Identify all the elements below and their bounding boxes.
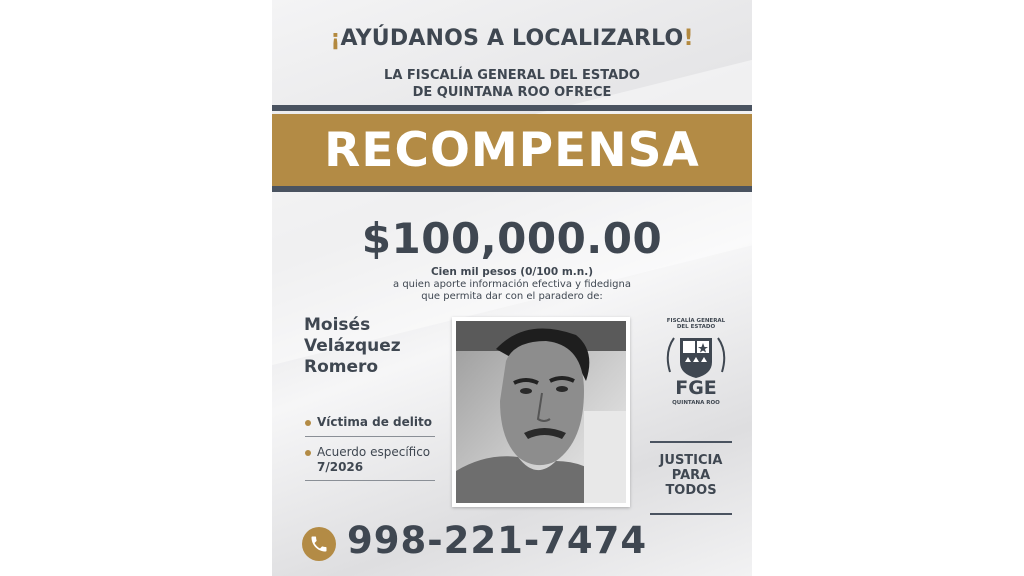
bullet-dot — [305, 420, 311, 426]
logo-bottom-text: QUINTANA ROO — [672, 400, 720, 406]
person-photo — [452, 317, 630, 507]
banner-bottom-line — [272, 186, 752, 192]
banner-label: RECOMPENSA — [324, 122, 700, 178]
reward-banner — [272, 114, 752, 186]
status-text: Víctima de delito — [317, 415, 432, 429]
headline-close-mark: ! — [683, 26, 694, 51]
agreement-label: Acuerdo específico — [317, 445, 431, 459]
subtitle-line-1: LA FISCALÍA GENERAL DEL ESTADO — [384, 68, 640, 83]
bullet-dot — [305, 450, 311, 456]
slogan-line-3: TODOS — [665, 483, 717, 498]
person-photo-image — [456, 321, 626, 503]
person-name — [304, 315, 401, 378]
slogan-line-2: PARA — [671, 468, 711, 483]
person-name-line-2: Velázquez — [304, 336, 401, 356]
reward-amount: $100,000.00 — [361, 214, 663, 263]
details-divider-bottom — [305, 480, 435, 481]
headline — [272, 26, 752, 51]
banner-top-line — [272, 105, 752, 111]
headline-open-mark: ¡ — [330, 26, 341, 51]
slogan-box — [650, 441, 732, 515]
phone-number[interactable]: 998-221-7474 — [347, 519, 648, 562]
reward-description-line-2: que permita dar con el paradero de: — [421, 291, 603, 302]
headline-text: AYÚDANOS A LOCALIZARLO — [340, 26, 684, 51]
logo-top-text — [650, 318, 742, 330]
subtitle — [272, 67, 752, 101]
logo-acronym: FGE — [675, 377, 717, 399]
person-name-line-1: Moisés — [304, 315, 371, 335]
slogan-line-1: JUSTICIA — [659, 453, 723, 468]
logo-top-line-2: DEL ESTADO — [676, 324, 716, 330]
reward-description-line-1: a quien aporte información efectiva y fidedigna — [393, 279, 631, 290]
fge-logo — [650, 316, 742, 416]
reward-poster — [272, 0, 752, 576]
agreement-item — [305, 445, 430, 475]
phone-icon — [302, 527, 336, 561]
person-name-line-3: Romero — [304, 357, 379, 377]
reward-description — [272, 279, 752, 303]
details-divider — [305, 436, 435, 437]
agreement-number: 7/2026 — [317, 460, 364, 474]
phone-handset-icon — [309, 534, 329, 554]
logo-top-line-1: FISCALÍA GENERAL — [666, 318, 726, 324]
status-item — [305, 415, 432, 429]
reward-amount-words: Cien mil pesos (0/100 m.n.) — [430, 266, 594, 278]
shield-emblem-icon — [664, 332, 728, 380]
subtitle-line-2: DE QUINTANA ROO OFRECE — [412, 85, 612, 100]
